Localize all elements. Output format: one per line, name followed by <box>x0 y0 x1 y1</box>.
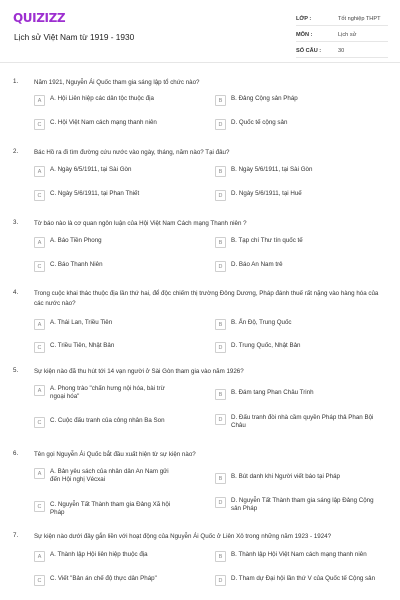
option-b[interactable] <box>215 473 385 487</box>
question-text: Trong cuộc khai thác thuộc địa lần thứ hai, để độc chiếm thị trường Đông Dương, Pháp đánh thuế rất nặng vào hàng hóa của các nước nào? <box>34 290 379 307</box>
option-text: B. Tạp chí Thư tín quốc tế <box>231 237 303 244</box>
option-d[interactable] <box>215 342 385 356</box>
quizizz-logo: QUIZIZZ <box>13 11 66 25</box>
option-d[interactable] <box>215 414 385 428</box>
option-a[interactable] <box>34 237 174 251</box>
question-number: 3. <box>13 219 19 226</box>
option-text: D. Nguyễn Tất Thành tham gia sáng lập Đảng Cộng sản Pháp <box>231 497 374 513</box>
option-letter-box: C <box>34 119 45 130</box>
option-a[interactable] <box>34 319 174 333</box>
option-text: B. Ấn Độ, Trung Quốc <box>231 319 292 326</box>
option-letter-box: C <box>34 501 45 512</box>
option-letter-box: C <box>34 575 45 586</box>
option-letter-box: B <box>215 166 226 177</box>
option-letter-box: C <box>34 190 45 201</box>
option-c[interactable] <box>34 417 174 431</box>
option-text: B. Đám tang Phan Châu Trinh <box>231 389 314 396</box>
meta-row-count <box>296 44 388 58</box>
option-letter-box: A <box>34 237 45 248</box>
option-letter-box: A <box>34 95 45 106</box>
option-letter-box: D <box>215 190 226 201</box>
option-text: D. Báo An Nam trẻ <box>231 261 283 268</box>
meta-value: Lịch sử <box>338 31 357 38</box>
option-text: A. Ngày 6/5/1911, tại Sài Gòn <box>50 166 132 173</box>
worksheet-header <box>0 0 400 63</box>
option-d[interactable] <box>215 575 385 589</box>
option-c[interactable] <box>34 342 174 356</box>
option-text: B. Thành lập Hội Việt Nam cách mạng thanh niên <box>231 551 367 558</box>
option-letter-box: B <box>215 319 226 330</box>
option-b[interactable] <box>215 319 385 333</box>
option-text: A. Hội Liên hiệp các dân tộc thuộc địa <box>50 95 154 102</box>
option-d[interactable] <box>215 119 385 133</box>
meta-label: LỚP : <box>296 15 312 22</box>
option-letter-box: B <box>215 389 226 400</box>
question-number: 7. <box>13 532 19 539</box>
option-b[interactable] <box>215 551 385 565</box>
option-text: C. Báo Thanh Niên <box>50 261 103 268</box>
option-letter-box: A <box>34 551 45 562</box>
option-text: C. Hội Việt Nam cách mạng thanh niên <box>50 119 157 126</box>
question-text: Bác Hồ ra đi tìm đường cứu nước vào ngày, tháng, năm nào? Tại đâu? <box>34 149 230 156</box>
option-b[interactable] <box>215 95 385 109</box>
meta-label: MÔN : <box>296 31 313 38</box>
option-d[interactable] <box>215 190 385 204</box>
meta-value: 30 <box>338 47 345 54</box>
option-b[interactable] <box>215 389 385 403</box>
option-letter-box: C <box>34 417 45 428</box>
meta-value: Tốt nghiệp THPT <box>338 15 381 22</box>
meta-row-class <box>296 12 388 26</box>
question-number: 1. <box>13 78 19 85</box>
meta-row-subject <box>296 28 388 42</box>
option-a[interactable] <box>34 551 174 565</box>
option-text: C. Triều Tiên, Nhật Bản <box>50 342 115 349</box>
option-b[interactable] <box>215 166 385 180</box>
option-text: D. Ngày 5/6/1911, tại Huế <box>231 190 302 197</box>
option-text: B. Đảng Cộng sản Pháp <box>231 95 298 102</box>
option-letter-box: C <box>34 261 45 272</box>
option-text: D. Tham dự Đại hội lần thứ V của Quốc tế Cộng sản <box>231 575 376 582</box>
question-number: 2. <box>13 148 19 155</box>
option-text: C. Viết "Bản án chế độ thực dân Pháp" <box>50 575 157 582</box>
option-text: A. Bản yêu sách của nhân dân An Nam gửi đến Hội nghị Vécxai <box>50 468 169 484</box>
option-letter-box: D <box>215 414 226 425</box>
option-text: D. Đấu tranh đòi nhà cầm quyền Pháp thả Phan Bội Châu <box>231 414 374 430</box>
option-text: B. Ngày 5/6/1911, tại Sài Gòn <box>231 166 313 173</box>
option-c[interactable] <box>34 190 174 204</box>
option-text: A. Thái Lan, Triều Tiên <box>50 319 113 326</box>
option-letter-box: D <box>215 261 226 272</box>
option-c[interactable] <box>34 501 174 515</box>
meta-label: SỐ CÂU : <box>296 47 322 54</box>
option-text: C. Nguyễn Tất Thành tham gia Đảng Xã hội Pháp <box>50 501 171 517</box>
question-text: Năm 1921, Nguyễn Ái Quốc tham gia sáng lập tổ chức nào? <box>34 79 200 86</box>
option-letter-box: D <box>215 119 226 130</box>
question-text: Sự kiện nào dưới đây gắn liền với hoạt động của Nguyễn Ái Quốc ở Liên Xô trong những năm 1923 - 1924? <box>34 533 332 540</box>
question-number: 5. <box>13 367 19 374</box>
option-a[interactable] <box>34 468 174 482</box>
option-text: D. Quốc tế cộng sản <box>231 119 288 126</box>
option-text: A. Báo Tiền Phong <box>50 237 102 244</box>
option-letter-box: A <box>34 319 45 330</box>
worksheet-meta <box>296 12 388 60</box>
option-text: C. Ngày 5/6/1911, tại Phan Thiết <box>50 190 140 197</box>
option-letter-box: D <box>215 342 226 353</box>
option-c[interactable] <box>34 119 174 133</box>
option-a[interactable] <box>34 166 174 180</box>
option-letter-box: A <box>34 468 45 479</box>
option-text: D. Trung Quốc, Nhật Bản <box>231 342 301 349</box>
option-b[interactable] <box>215 237 385 251</box>
option-a[interactable] <box>34 385 174 399</box>
question-text: Tờ báo nào là cơ quan ngôn luận của Hội Việt Nam Cách mạng Thanh niên ? <box>34 220 247 227</box>
question-text: Sự kiện nào đã thu hút tới 14 vạn người ở Sài Gòn tham gia vào năm 1926? <box>34 368 244 375</box>
option-a[interactable] <box>34 95 174 109</box>
option-letter-box: A <box>34 166 45 177</box>
option-text: A. Phong trào "chấn hưng nội hóa, bài trừ ngoại hóa" <box>50 385 165 401</box>
option-letter-box: A <box>34 385 45 396</box>
option-c[interactable] <box>34 575 174 589</box>
option-letter-box: D <box>215 497 226 508</box>
question-number: 4. <box>13 289 19 296</box>
question-text: Tên gọi Nguyễn Ái Quốc bắt đầu xuất hiện từ sự kiện nào? <box>34 451 196 458</box>
option-text: B. Bút danh khi Người viết báo tại Pháp <box>231 473 340 480</box>
option-text: A. Thành lập Hội liên hiệp thuộc địa <box>50 551 148 558</box>
option-letter-box: B <box>215 237 226 248</box>
option-letter-box: C <box>34 342 45 353</box>
option-c[interactable] <box>34 261 174 275</box>
option-letter-box: D <box>215 575 226 586</box>
option-letter-box: B <box>215 551 226 562</box>
worksheet-title: Lịch sử Việt Nam từ 1919 - 1930 <box>14 32 135 42</box>
question-number: 6. <box>13 450 19 457</box>
option-d[interactable] <box>215 497 385 511</box>
option-text: C. Cuộc đấu tranh của công nhân Ba Son <box>50 417 165 424</box>
option-d[interactable] <box>215 261 385 275</box>
option-letter-box: B <box>215 95 226 106</box>
option-letter-box: B <box>215 473 226 484</box>
